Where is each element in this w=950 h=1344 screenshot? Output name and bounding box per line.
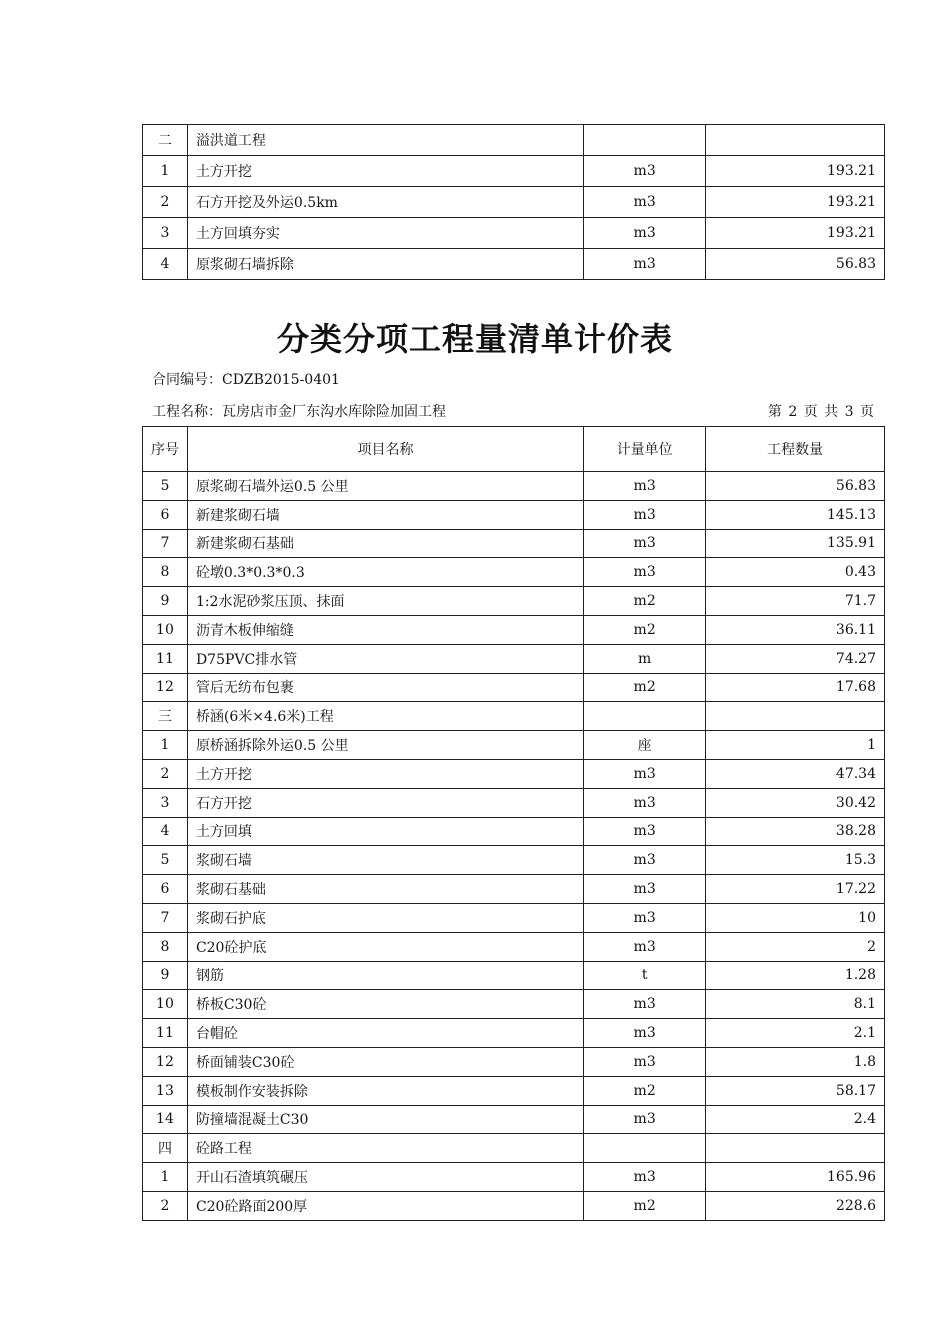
cell-qty: 135.91 <box>706 529 885 558</box>
table-row <box>143 846 885 875</box>
project-name: 工程名称：瓦房店市金厂东沟水库除险加固工程 <box>152 404 446 420</box>
table-row <box>143 1076 885 1105</box>
cell-unit: m3 <box>584 529 706 558</box>
cell-no: 3 <box>143 218 188 249</box>
table-row <box>143 1134 885 1163</box>
cell-qty: 145.13 <box>706 500 885 529</box>
cell-no: 2 <box>143 1191 188 1220</box>
cell-name: 桥涵(6米×4.6米)工程 <box>187 702 583 731</box>
cell-unit <box>584 125 706 156</box>
table-row <box>143 249 885 280</box>
cell-name: 土方开挖 <box>187 759 583 788</box>
table-row <box>143 961 885 990</box>
cell-no: 13 <box>143 1076 188 1105</box>
cell-name: 石方开挖 <box>187 788 583 817</box>
table-row <box>143 558 885 587</box>
cell-name: 钢筋 <box>187 961 583 990</box>
cell-no: 1 <box>143 1163 188 1192</box>
cell-qty <box>706 702 885 731</box>
cell-no: 5 <box>143 472 188 501</box>
header-unit: 计量单位 <box>584 427 706 472</box>
cell-no: 8 <box>143 558 188 587</box>
cell-name: 开山石渣填筑碾压 <box>187 1163 583 1192</box>
cell-no: 2 <box>143 759 188 788</box>
cell-name: 新建浆砌石墙 <box>187 500 583 529</box>
header-qty: 工程数量 <box>706 427 885 472</box>
table-row <box>143 529 885 558</box>
cell-qty: 17.68 <box>706 673 885 702</box>
cell-unit: m2 <box>584 673 706 702</box>
cell-name: 砼墩0.3*0.3*0.3 <box>187 558 583 587</box>
table-row <box>143 1105 885 1134</box>
table-row <box>143 156 885 187</box>
table-header-row <box>143 427 885 472</box>
cell-unit: m2 <box>584 1191 706 1220</box>
cell-no: 4 <box>143 249 188 280</box>
cell-unit: m3 <box>584 875 706 904</box>
cell-no: 12 <box>143 673 188 702</box>
cell-qty: 1.8 <box>706 1047 885 1076</box>
cell-no: 10 <box>143 990 188 1019</box>
cell-name: 土方回填夯实 <box>187 218 583 249</box>
cell-name: 浆砌石护底 <box>187 903 583 932</box>
cell-unit: m3 <box>584 1047 706 1076</box>
cell-qty <box>706 1134 885 1163</box>
cell-unit: m3 <box>584 817 706 846</box>
cell-no: 4 <box>143 817 188 846</box>
table-row <box>143 1163 885 1192</box>
cell-no: 二 <box>143 125 188 156</box>
cell-name: 土方开挖 <box>187 156 583 187</box>
cell-qty: 71.7 <box>706 587 885 616</box>
cell-name: 浆砌石基础 <box>187 875 583 904</box>
table-row <box>143 759 885 788</box>
cell-name: 砼路工程 <box>187 1134 583 1163</box>
cell-qty: 228.6 <box>706 1191 885 1220</box>
cell-no: 7 <box>143 903 188 932</box>
cell-unit: m3 <box>584 472 706 501</box>
cell-name: 桥板C30砼 <box>187 990 583 1019</box>
cell-qty: 193.21 <box>706 156 885 187</box>
cell-unit: m3 <box>584 1163 706 1192</box>
cell-unit: m2 <box>584 615 706 644</box>
cell-unit: m3 <box>584 187 706 218</box>
cell-unit: m3 <box>584 558 706 587</box>
cell-no: 6 <box>143 875 188 904</box>
cell-unit: m3 <box>584 932 706 961</box>
cell-qty: 2.1 <box>706 1019 885 1048</box>
cell-name: 管后无纺布包裹 <box>187 673 583 702</box>
table-row <box>143 702 885 731</box>
cell-no: 6 <box>143 500 188 529</box>
cell-qty: 2.4 <box>706 1105 885 1134</box>
cell-unit: t <box>584 961 706 990</box>
cell-qty: 8.1 <box>706 990 885 1019</box>
cell-qty: 58.17 <box>706 1076 885 1105</box>
page-title: 分类分项工程量清单计价表 <box>276 320 673 358</box>
cell-unit: m3 <box>584 218 706 249</box>
table-row <box>143 1191 885 1220</box>
header-name: 项目名称 <box>187 427 583 472</box>
header-no: 序号 <box>143 427 188 472</box>
table-row <box>143 615 885 644</box>
table-row <box>143 125 885 156</box>
cell-no: 14 <box>143 1105 188 1134</box>
cell-name: 桥面铺装C30砼 <box>187 1047 583 1076</box>
cell-no: 8 <box>143 932 188 961</box>
cell-name: 台帽砼 <box>187 1019 583 1048</box>
cell-unit: m3 <box>584 156 706 187</box>
cell-name: C20砼路面200厚 <box>187 1191 583 1220</box>
cell-no: 5 <box>143 846 188 875</box>
cell-qty: 0.43 <box>706 558 885 587</box>
cell-no: 1 <box>143 156 188 187</box>
cell-no: 11 <box>143 644 188 673</box>
table-row <box>143 1047 885 1076</box>
cell-unit: m3 <box>584 1105 706 1134</box>
cell-no: 12 <box>143 1047 188 1076</box>
cell-qty: 36.11 <box>706 615 885 644</box>
table-row <box>143 1019 885 1048</box>
cell-no: 四 <box>143 1134 188 1163</box>
cell-name: 模板制作安装拆除 <box>187 1076 583 1105</box>
cell-qty: 1.28 <box>706 961 885 990</box>
table-row <box>143 644 885 673</box>
cell-name: 原浆砌石墙外运0.5 公里 <box>187 472 583 501</box>
table-row <box>143 673 885 702</box>
cell-unit: m3 <box>584 990 706 1019</box>
cell-unit: m3 <box>584 1019 706 1048</box>
table-row <box>143 903 885 932</box>
cell-qty: 10 <box>706 903 885 932</box>
cell-name: C20砼护底 <box>187 932 583 961</box>
cell-name: 新建浆砌石基础 <box>187 529 583 558</box>
cell-no: 10 <box>143 615 188 644</box>
main-table-body <box>143 472 885 1221</box>
cell-unit: m3 <box>584 846 706 875</box>
cell-no: 9 <box>143 961 188 990</box>
cell-no: 3 <box>143 788 188 817</box>
cell-qty: 165.96 <box>706 1163 885 1192</box>
cell-qty: 15.3 <box>706 846 885 875</box>
cell-unit: m3 <box>584 759 706 788</box>
cell-no: 11 <box>143 1019 188 1048</box>
cell-unit: m2 <box>584 1076 706 1105</box>
table-row <box>143 500 885 529</box>
cell-unit: m3 <box>584 500 706 529</box>
top-table-body <box>143 125 885 280</box>
cell-unit: 座 <box>584 731 706 760</box>
cell-no: 三 <box>143 702 188 731</box>
cell-name: D75PVC排水管 <box>187 644 583 673</box>
table-row <box>143 187 885 218</box>
cell-no: 7 <box>143 529 188 558</box>
cell-qty: 56.83 <box>706 472 885 501</box>
cell-name: 沥青木板伸缩缝 <box>187 615 583 644</box>
table-row <box>143 218 885 249</box>
table-row <box>143 990 885 1019</box>
cell-unit: m3 <box>584 249 706 280</box>
cell-name: 原桥涵拆除外运0.5 公里 <box>187 731 583 760</box>
cell-unit <box>584 702 706 731</box>
cell-qty: 47.34 <box>706 759 885 788</box>
cell-unit: m <box>584 644 706 673</box>
cell-unit: m2 <box>584 587 706 616</box>
cell-qty <box>706 125 885 156</box>
page-indicator: 第 2 页 共 3 页 <box>767 404 875 420</box>
contract-number: 合同编号：CDZB2015-0401 <box>152 372 340 388</box>
cell-no: 1 <box>143 731 188 760</box>
table-row <box>143 817 885 846</box>
cell-qty: 1 <box>706 731 885 760</box>
cell-unit: m3 <box>584 788 706 817</box>
cell-qty: 17.22 <box>706 875 885 904</box>
cell-name: 1:2水泥砂浆压顶、抹面 <box>187 587 583 616</box>
cell-qty: 38.28 <box>706 817 885 846</box>
table-row <box>143 932 885 961</box>
table-row <box>143 472 885 501</box>
cell-name: 浆砌石墙 <box>187 846 583 875</box>
cell-name: 防撞墙混凝土C30 <box>187 1105 583 1134</box>
cell-unit: m3 <box>584 903 706 932</box>
cell-qty: 30.42 <box>706 788 885 817</box>
cell-qty: 193.21 <box>706 187 885 218</box>
cell-qty: 193.21 <box>706 218 885 249</box>
cell-name: 原浆砌石墙拆除 <box>187 249 583 280</box>
cell-no: 2 <box>143 187 188 218</box>
cell-qty: 56.83 <box>706 249 885 280</box>
cell-unit <box>584 1134 706 1163</box>
table-row <box>143 875 885 904</box>
cell-name: 土方回填 <box>187 817 583 846</box>
cell-qty: 2 <box>706 932 885 961</box>
top-quantity-table <box>142 124 885 280</box>
cell-qty: 74.27 <box>706 644 885 673</box>
cell-name: 石方开挖及外运0.5km <box>187 187 583 218</box>
cell-no: 9 <box>143 587 188 616</box>
table-row <box>143 788 885 817</box>
table-row <box>143 731 885 760</box>
cell-name: 溢洪道工程 <box>187 125 583 156</box>
quantity-table <box>142 426 885 1221</box>
table-row <box>143 587 885 616</box>
